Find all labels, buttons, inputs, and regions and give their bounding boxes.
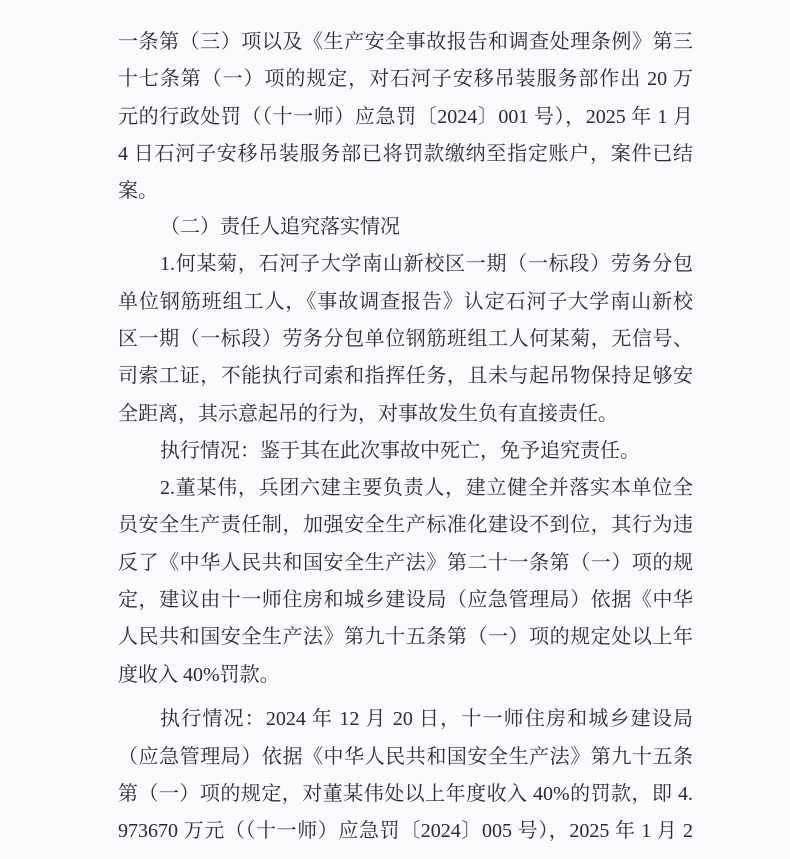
paragraph-line: 区一期（一标段）劳务分包单位钢筋班组工人何某菊，无信号、: [118, 328, 693, 350]
section-heading: （二）责任人追究落实情况: [160, 216, 400, 238]
paragraph-line: 定，建议由十一师住房和城乡建设局（应急管理局）依据《中华: [118, 589, 693, 611]
paragraph-line: 反了《中华人民共和国安全生产法》第二十一条第（一）项的规: [118, 552, 693, 574]
paragraph-line: 2.董某伟，兵团六建主要负责人，建立健全并落实本单位全: [160, 477, 693, 499]
paragraph-line: （应急管理局）依据《中华人民共和国安全生产法》第九十五条: [118, 746, 693, 768]
paragraph-line: 4 日石河子安移吊装服务部已将罚款缴纳至指定账户，案件已结: [118, 143, 693, 165]
paragraph-line: 案。: [118, 180, 158, 202]
paragraph-line: 973670 万元（（十一师）应急罚〔2024〕005 号），2025 年 1 月 2: [118, 820, 693, 842]
paragraph-line: 人民共和国安全生产法》第九十五条第（一）项的规定处以上年: [118, 626, 693, 648]
paragraph-line: 员安全生产责任制，加强安全生产标准化建设不到位，其行为违: [118, 514, 693, 536]
paragraph-line: 司索工证，不能执行司索和指挥任务，且未与起吊物保持足够安: [118, 365, 693, 387]
paragraph-line: 1.何某菊，石河子大学南山新校区一期（一标段）劳务分包: [160, 253, 693, 275]
paragraph-line: 一条第（三）项以及《生产安全事故报告和调查处理条例》第三: [118, 31, 693, 53]
paragraph-line: 度收入 40%罚款。: [118, 664, 280, 686]
paragraph-line: 第（一）项的规定，对董某伟处以上年度收入 40%的罚款，即 4.: [118, 783, 693, 805]
paragraph-line: 元的行政处罚（（十一师）应急罚〔2024〕001 号），2025 年 1 月: [118, 106, 693, 128]
paragraph-line: 单位钢筋班组工人，《事故调查报告》认定石河子大学南山新校: [118, 291, 693, 313]
paragraph-line: 执行情况：鉴于其在此次事故中死亡，免予追究责任。: [160, 440, 640, 462]
paragraph-line: 十七条第（一）项的规定，对石河子安移吊装服务部作出 20 万: [118, 68, 693, 90]
paragraph-line: 执行情况：2024 年 12 月 20 日，十一师住房和城乡建设局: [160, 708, 693, 730]
paragraph-line: 全距离，其示意起吊的行为，对事故发生负有直接责任。: [118, 403, 618, 425]
